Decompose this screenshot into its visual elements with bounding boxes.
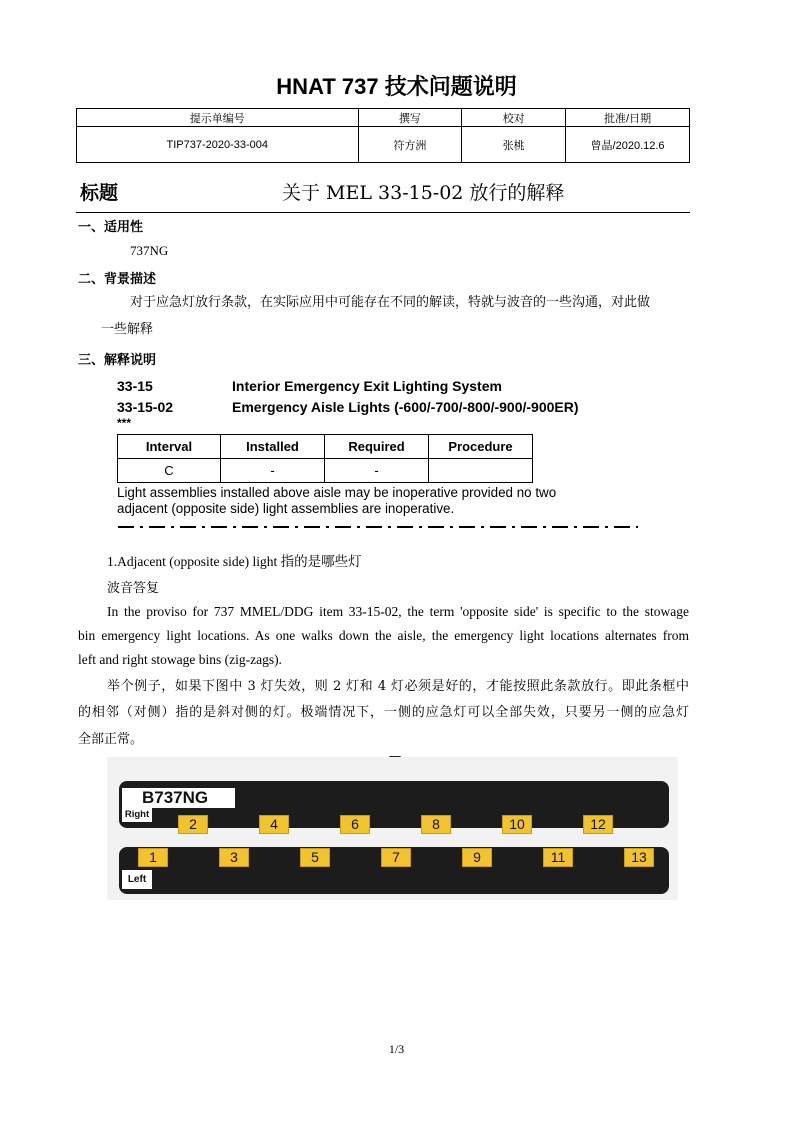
left-side-label: Left: [122, 870, 152, 889]
light-left-11: 11: [543, 848, 573, 867]
section-background-heading: 二、背景描述: [78, 272, 157, 287]
reply-line-2: bin emergency light locations. As one walks down the aisle, the emergency light locations alternates from: [78, 628, 689, 643]
mel-procedure-value: [429, 459, 533, 483]
example-line-3: 全部正常。: [78, 732, 144, 747]
light-left-3: 3: [219, 848, 249, 867]
header-tip-number: 提示单编号: [77, 109, 359, 127]
tip-number: TIP737-2020-33-004: [77, 127, 359, 163]
mel-item-title-1: Interior Emergency Exit Lighting System: [232, 378, 502, 394]
mel-interval-value: C: [118, 459, 221, 483]
mel-stars: ***: [117, 416, 132, 430]
mel-col-required: Required: [325, 435, 429, 459]
background-line-2: 一些解释: [101, 322, 154, 337]
info-table: [76, 108, 690, 163]
light-left-7: 7: [381, 848, 411, 867]
light-right-4: 4: [259, 815, 289, 834]
mel-col-procedure: Procedure: [429, 435, 533, 459]
mel-required-value: -: [325, 459, 429, 483]
light-left-9: 9: [462, 848, 492, 867]
aircraft-model-tag: B737NG: [122, 788, 235, 808]
answer-label: 波音答复: [107, 581, 160, 596]
dash-divider: [118, 526, 638, 528]
mel-item-number-1: 33-15: [117, 378, 153, 394]
background-line-1: 对于应急灯放行条款，在实际应用中可能存在不同的解读，特就与波音的一些沟通，对此做: [130, 295, 651, 310]
light-right-8: 8: [421, 815, 451, 834]
document-title: HNAT 737 技术问题说明: [276, 74, 517, 99]
question-line: [107, 550, 362, 570]
reply-line-3: left and right stowage bins (zig-zags).: [78, 652, 282, 667]
reviewer: 张桃: [462, 127, 566, 163]
header-reviewer: 校对: [462, 109, 566, 127]
mel-item-number-2: 33-15-02: [117, 399, 174, 415]
subject-text: 关于 MEL 33-15-02 放行的解释: [282, 182, 565, 204]
right-side-label: Right: [122, 808, 152, 822]
example-line-2: 的相邻（对侧）指的是斜对侧的灯。极端情况下，一侧的应急灯可以全部失效，只要另一侧的应急灯: [78, 705, 689, 720]
section-explanation-heading: 三、解释说明: [78, 353, 157, 368]
question-text: 1.Adjacent (opposite side) light 指的是哪些灯: [107, 554, 362, 569]
approval-date: 曾晶/2020.12.6: [566, 127, 690, 163]
light-right-12: 12: [583, 815, 613, 834]
light-right-2: 2: [178, 815, 208, 834]
light-left-13: 13: [624, 848, 654, 867]
seating-light-diagram: [107, 757, 678, 900]
mel-table: [117, 434, 533, 483]
subject-row: [76, 172, 690, 213]
example-line-1: 举个例子，如果下图中 3 灯失效，则 2 灯和 4 灯必须是好的，才能按照此条款放行。即此条框中: [107, 679, 689, 694]
applicability-body: 737NG: [130, 243, 169, 258]
light-right-10: 10: [502, 815, 532, 834]
light-left-5: 5: [300, 848, 330, 867]
mel-col-installed: Installed: [221, 435, 325, 459]
author: 符方洲: [358, 127, 462, 163]
mel-installed-value: -: [221, 459, 325, 483]
reply-line-1: In the proviso for 737 MMEL/DDG item 33-15-02, the term 'opposite side' is specific to the stowage: [107, 604, 689, 619]
section-applicability-heading: 一、适用性: [78, 220, 144, 235]
light-right-6: 6: [340, 815, 370, 834]
mel-item-title-2: Emergency Aisle Lights (-600/-700/-800/-900/-900ER): [232, 399, 579, 415]
header-approval: 批准/日期: [566, 109, 690, 127]
subject-label: 标题: [80, 182, 119, 204]
mel-col-interval: Interval: [118, 435, 221, 459]
page-number: 1/3: [388, 1042, 405, 1056]
mel-note-line-1: Light assemblies installed above aisle may be inoperative provided no two: [117, 485, 557, 500]
light-left-1: 1: [138, 848, 168, 867]
header-author: 撰写: [358, 109, 462, 127]
mel-note-line-2: adjacent (opposite side) light assemblies are inoperative.: [117, 501, 455, 516]
